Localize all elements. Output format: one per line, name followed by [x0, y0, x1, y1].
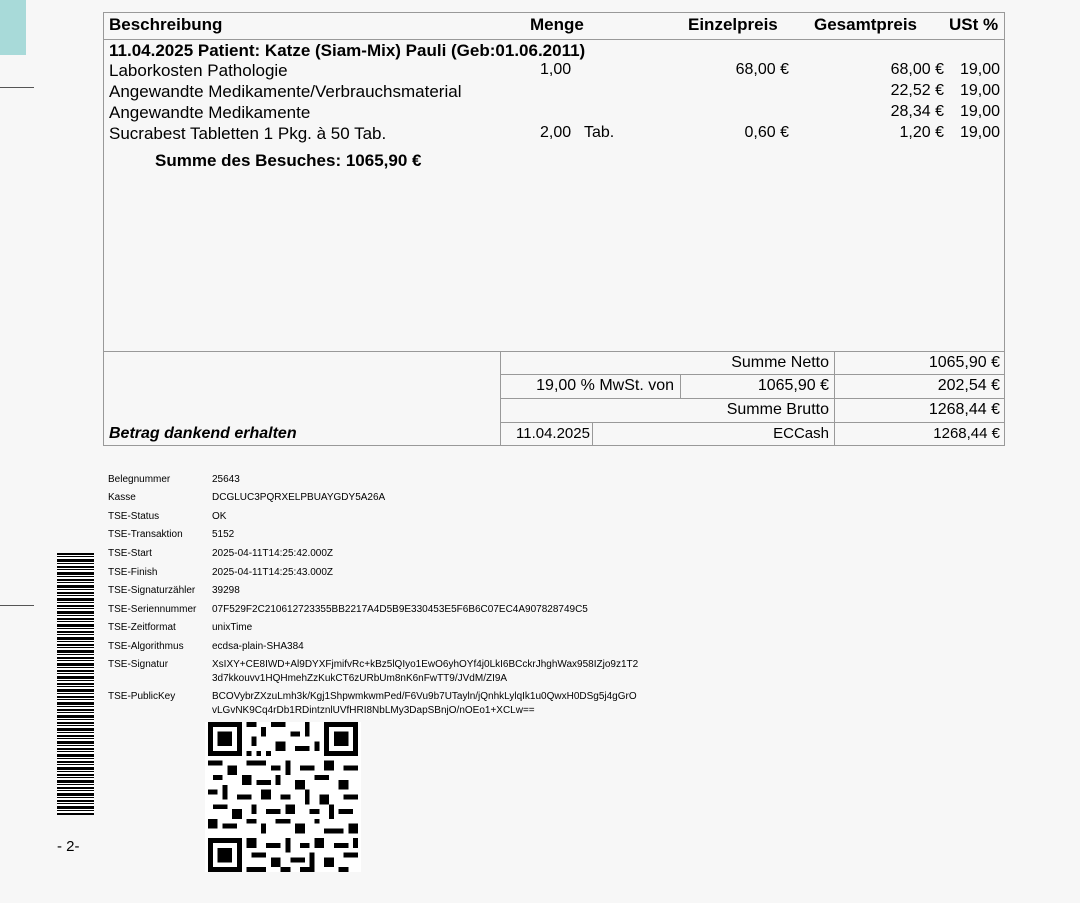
- paid-note: Betrag dankend erhalten: [109, 425, 297, 442]
- table-header: [104, 13, 1004, 40]
- header-einzelpreis: Einzelpreis: [688, 15, 778, 34]
- payment-cell-border: [592, 422, 593, 446]
- tse-label: TSE-Algorithmus: [108, 641, 184, 652]
- tse-value: 2025-04-11T14:25:42.000Z: [212, 548, 334, 559]
- item-ust: 19,00: [959, 82, 1000, 99]
- item-description: Laborkosten Pathologie: [109, 61, 288, 80]
- page-edge-tab: [0, 0, 26, 55]
- item-menge: 2,00: [540, 124, 572, 141]
- header-gesamtpreis: Gesamtpreis: [814, 15, 917, 34]
- header-menge: Menge: [530, 15, 584, 34]
- fold-mark-top: [0, 87, 34, 88]
- summe-netto-value: 1065,90 €: [928, 354, 1000, 371]
- totals-row-line: [500, 422, 1004, 423]
- tse-label: TSE-Status: [108, 511, 160, 522]
- tse-label: TSE-Start: [108, 548, 152, 559]
- mwst-value: 202,54 €: [937, 377, 1000, 394]
- summe-netto-label: Summe Netto: [731, 354, 829, 371]
- item-einzelpreis: 0,60 €: [744, 124, 789, 141]
- fold-mark-middle: [0, 605, 34, 606]
- tse-signatur-line2: 3d7kkouvv1HQHmehZzKukCT6zURbUm8nK6nFwTT9/JVdM/ZI9A: [212, 673, 508, 684]
- item-menge: 1,00: [540, 61, 572, 78]
- tse-value: 5152: [212, 529, 235, 540]
- tse-publickey-label: TSE-PublicKey: [108, 691, 176, 702]
- tse-label: Kasse: [108, 492, 136, 503]
- header-ust: USt %: [949, 15, 999, 34]
- patient-line: 11.04.2025 Patient: Katze (Siam-Mix) Pauli (Geb:01.06.2011): [109, 41, 586, 60]
- item-gesamtpreis: 22,52 €: [890, 82, 944, 99]
- totals-divider: [104, 351, 1004, 352]
- header-beschreibung: Beschreibung: [109, 15, 223, 34]
- item-gesamtpreis: 28,34 €: [890, 103, 944, 120]
- tse-label: TSE-Transaktion: [108, 529, 183, 540]
- tse-signatur-line1: XsIXY+CE8IWD+Al9DYXFjmifvRc+kBz5lQIyo1EwO6yhOYf4j0LkI6BCckrJhghWax958IZjo9z1T2: [212, 659, 639, 670]
- tse-value: 25643: [212, 474, 240, 485]
- tse-label: TSE-Seriennummer: [108, 604, 197, 615]
- tse-value: ecdsa-plain-SHA384: [212, 641, 304, 652]
- summe-brutto-label: Summe Brutto: [726, 401, 829, 418]
- tse-label: TSE-Zeitformat: [108, 622, 176, 633]
- tse-value: OK: [212, 511, 227, 522]
- totals-row-line: [500, 374, 1004, 375]
- payment-method: ECCash: [773, 425, 829, 442]
- tse-value: 39298: [212, 585, 240, 596]
- tse-value: unixTime: [212, 622, 253, 633]
- item-gesamtpreis: 1,20 €: [899, 124, 944, 141]
- tse-label: TSE-Signaturzähler: [108, 585, 196, 596]
- tse-publickey-line2: vLGvNK9Cq4rDb1RDintznlUVfHRI8NbLMy3DapSBnjO/nOEo1+XCLw==: [212, 705, 535, 716]
- tse-label: Belegnummer: [108, 474, 171, 485]
- mwst-base: 1065,90 €: [757, 377, 829, 394]
- tse-label: TSE-Finish: [108, 567, 158, 578]
- tse-publickey-line1: BCOVybrZXzuLmh3k/Kgj1ShpwmkwmPed/F6Vu9b7UTayln/jQnhkLylqIk1u0QwxH0DSg5j4gGrO: [212, 691, 637, 702]
- item-description: Angewandte Medikamente: [109, 103, 311, 122]
- payment-amount: 1268,44 €: [933, 425, 1000, 442]
- invoice-table: [103, 12, 1005, 446]
- tse-value: 2025-04-11T14:25:43.000Z: [212, 567, 334, 578]
- item-description: Angewandte Medikamente/Verbrauchsmaterial: [109, 82, 462, 101]
- barcode-image: [57, 553, 94, 815]
- tse-signatur-label: TSE-Signatur: [108, 659, 169, 670]
- mwst-label: 19,00 % MwSt. von: [536, 377, 674, 394]
- item-description: Sucrabest Tabletten 1 Pkg. à 50 Tab.: [109, 124, 387, 143]
- tse-value: DCGLUC3PQRXELPBUAYGDY5A26A: [212, 492, 386, 503]
- mwst-cell-border: [680, 374, 681, 398]
- tse-value: 07F529F2C210612723355BB2217A4D5B9E330453E5F6B6C07EC4A907828749C5: [212, 604, 588, 615]
- item-ust: 19,00: [959, 124, 1000, 141]
- item-einzelpreis: 68,00 €: [735, 61, 789, 78]
- page-number: - 2-: [57, 838, 80, 855]
- qr-code: [205, 722, 361, 872]
- payment-date: 11.04.2025: [516, 425, 590, 442]
- item-ust: 19,00: [959, 61, 1000, 78]
- totals-row-line: [500, 398, 1004, 399]
- item-einheit: Tab.: [584, 124, 615, 141]
- visit-sum: Summe des Besuches: 1065,90 €: [155, 151, 422, 170]
- item-ust: 19,00: [959, 103, 1000, 120]
- summe-brutto-value: 1268,44 €: [928, 401, 1000, 418]
- item-gesamtpreis: 68,00 €: [890, 61, 944, 78]
